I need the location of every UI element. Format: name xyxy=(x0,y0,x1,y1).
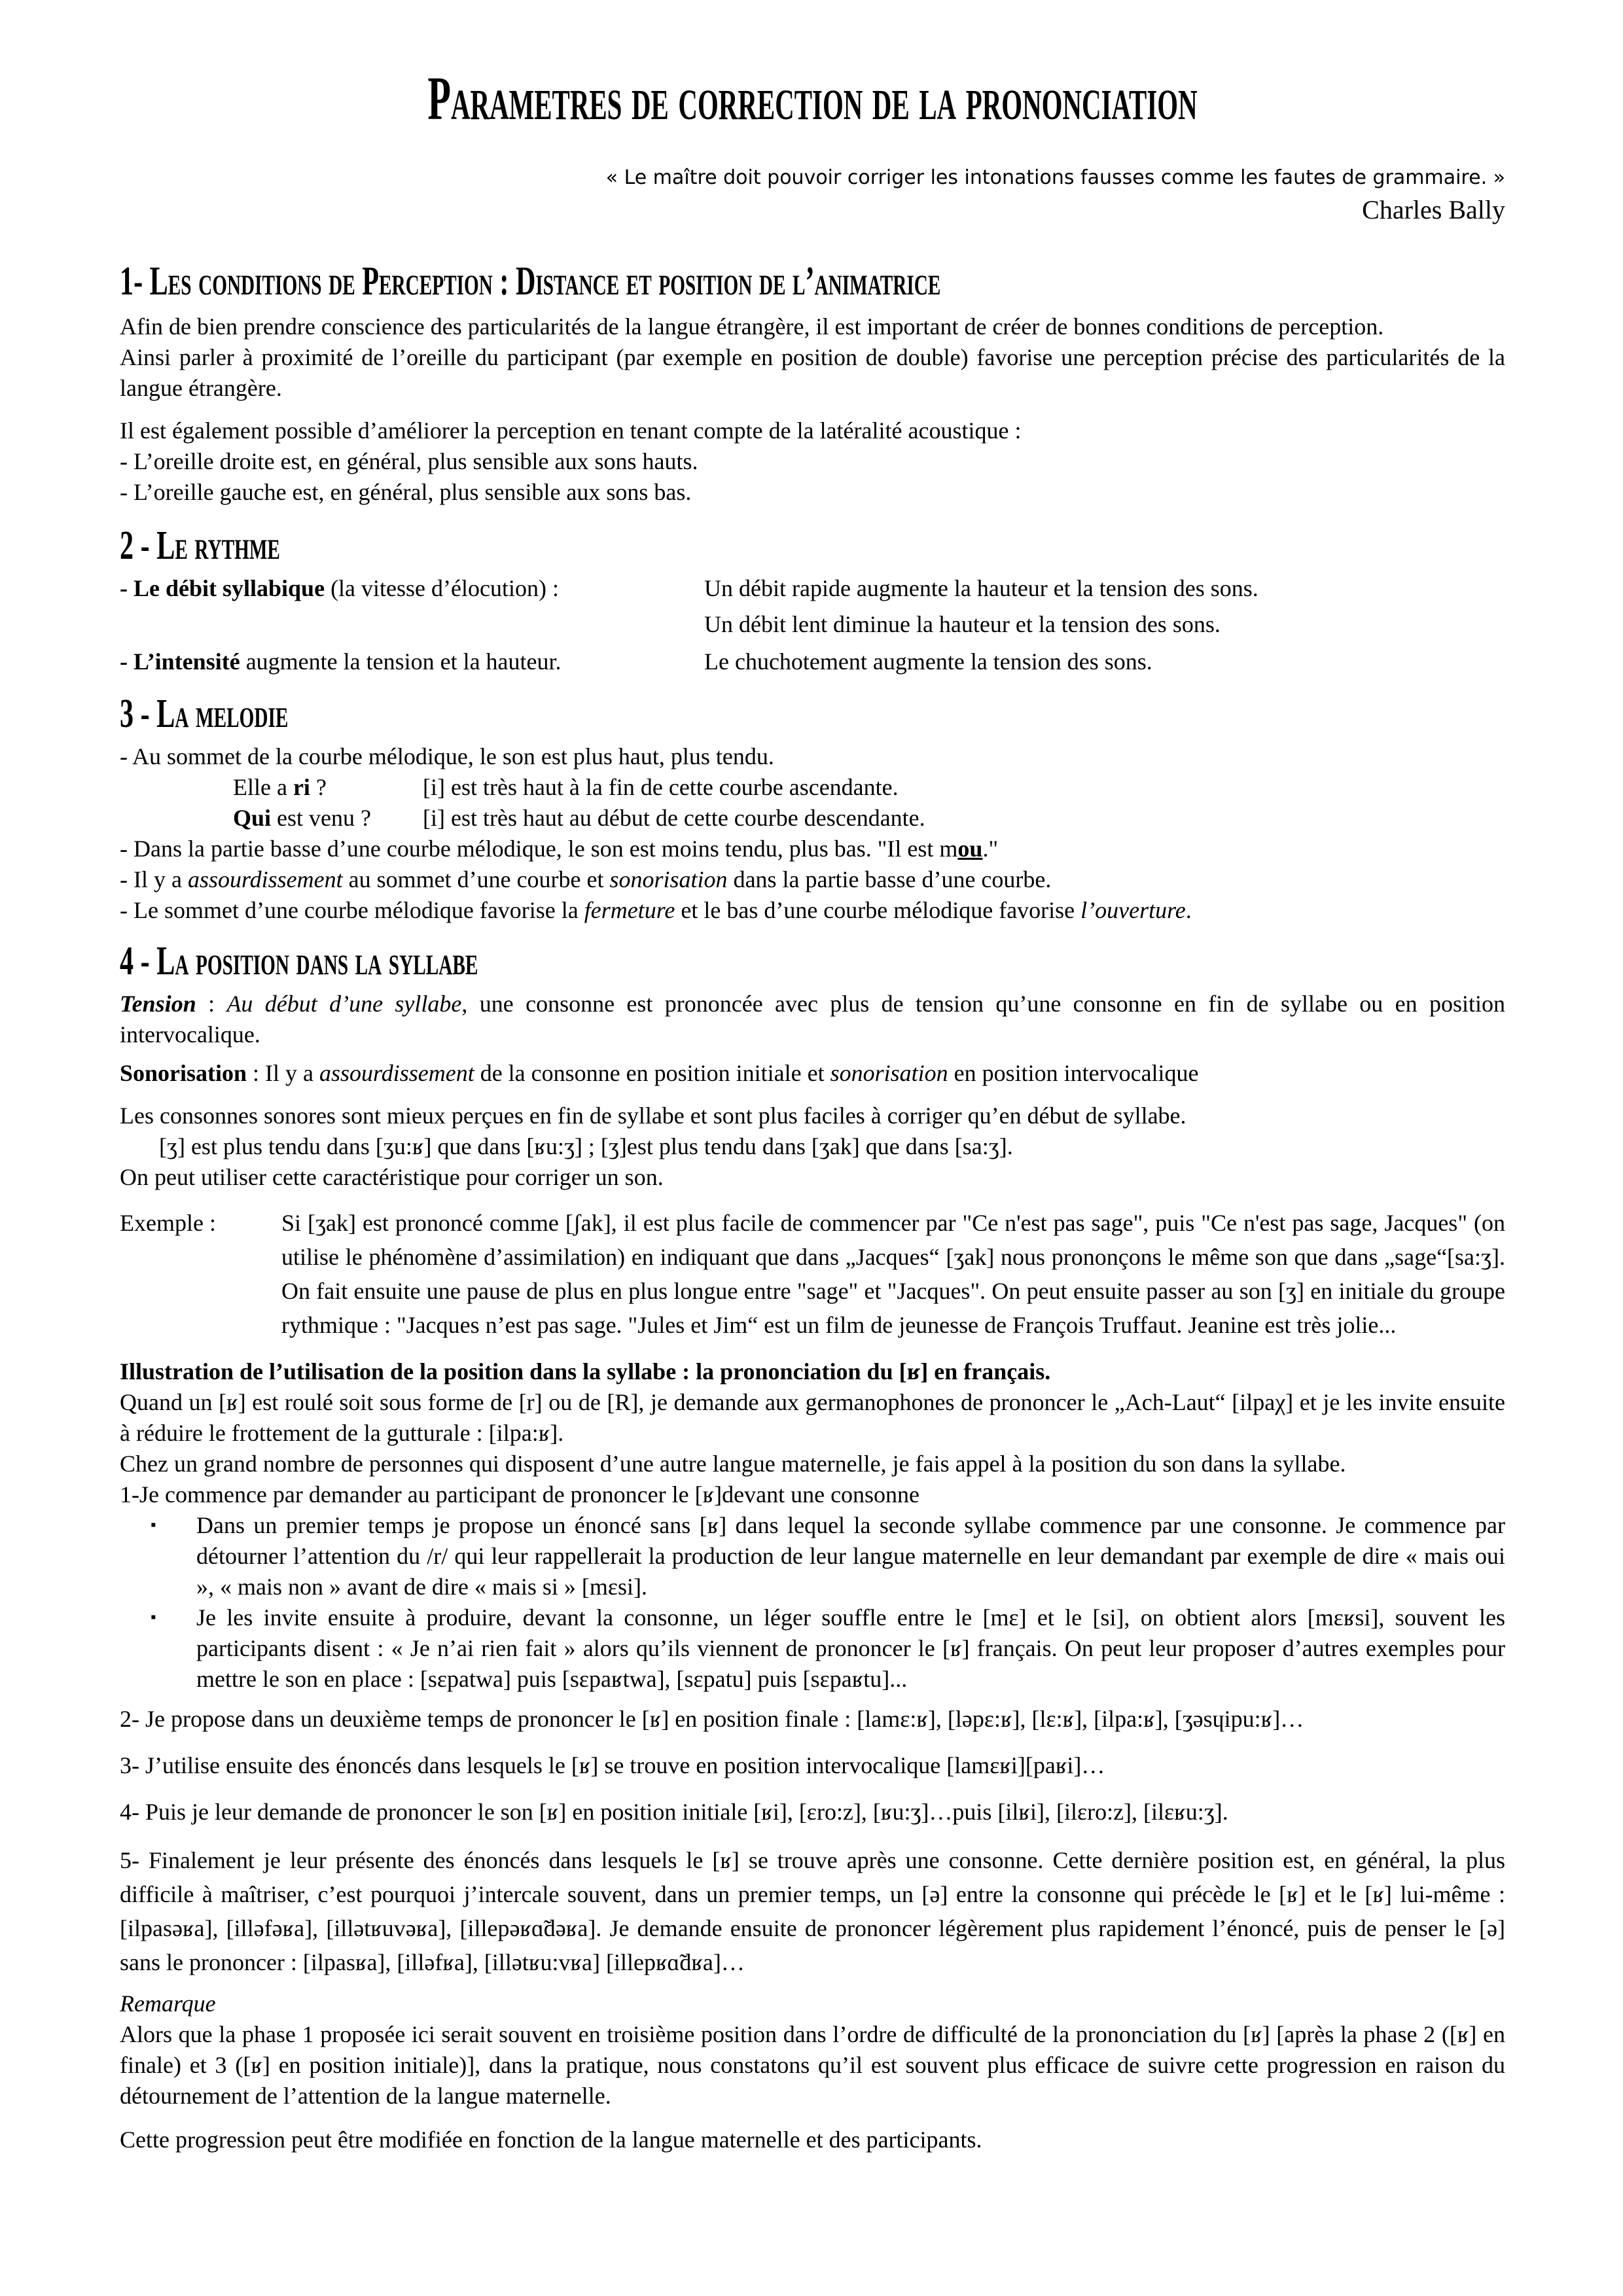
section-1-paragraph-3: Il est également possible d’améliorer la perception en tenant compte de la latéralité acoustique : xyxy=(120,417,1022,444)
bullet-item-1 xyxy=(120,1510,1505,1602)
rhythm-row-2-right: Un débit lent diminue la hauteur et la tension des sons. xyxy=(704,611,1221,637)
epigraph-quote: « Le maître doit pouvoir corriger les intonations fausses comme les fautes de grammaire. » xyxy=(605,166,1505,189)
text-run: : xyxy=(196,991,227,1017)
bold-run: - Le débit syllabique xyxy=(120,575,325,601)
square-bullet-icon: ▪ xyxy=(151,1517,156,1534)
exemple-label: Exemple : xyxy=(120,1210,216,1236)
rhythm-row-3-left xyxy=(120,646,704,677)
bullet-item-2 xyxy=(120,1602,1505,1695)
text-run: et le bas d’une courbe mélodique favorise xyxy=(675,897,1081,923)
melody-example-1-text: [i] est très haut à la fin de cette courbe ascendante. xyxy=(423,774,899,800)
illustration-paragraph-2: Chez un grand nombre de personnes qui disposent d’une autre langue maternelle, je fais appel à la position du son dans la syllabe. xyxy=(120,1451,1346,1477)
rhythm-row-2-left xyxy=(120,609,704,640)
section-4-phonetic-line: [ʒ] est plus tendu dans [ʒu:ʁ] que dans [ʁu:ʒ] ; [ʒ]est plus tendu dans [ʒak] que dans [sa:ʒ]. xyxy=(159,1133,1013,1159)
illustration-heading: Illustration de l’utilisation de la position dans la syllabe : la prononciation du [ʁ] en français. xyxy=(120,1358,1051,1385)
section-1-list-item-2: - L’oreille gauche est, en général, plus sensible aux sons bas. xyxy=(120,479,692,505)
closing-paragraph: Cette progression peut être modifiée en fonction de la langue maternelle et des participants. xyxy=(120,2127,982,2153)
exemple-block xyxy=(120,1206,1505,1342)
melody-example-2-text: [i] est très haut au début de cette courbe descendante. xyxy=(423,805,925,831)
rhythm-row-3-right: Le chuchotement augmente la tension des sons. xyxy=(704,648,1152,675)
rhythm-row-1-right: Un débit rapide augmente la hauteur et la tension des sons. xyxy=(704,575,1258,601)
section-3-paragraph-1: - Au sommet de la courbe mélodique, le son est plus haut, plus tendu. xyxy=(120,743,774,769)
remarque-label: Remarque xyxy=(120,1990,216,2017)
illustration-paragraph-1: Quand un [ʁ] est roulé soit sous forme de [r] ou de [R], je demande aux germanophones de prononcer le „Ach-Laut“ [ilpaχ] et je les invite ensuite à réduire le frottement de la gutturale : [ilpa:ʁ]. xyxy=(120,1389,1505,1446)
text-run: ." xyxy=(982,836,999,862)
text-run: au sommet d’une courbe et xyxy=(342,866,610,892)
remarque-paragraph: Alors que la phase 1 proposée ici serait souvent en troisième position dans l’ordre de difficulté de la prononciation du [ʁ] [après la phase 2 ([ʁ] en finale) et 3 ([ʁ] en position initiale)], dans la pratique, nous constatons qu’il est souvent plus efficace de suivre cette progression en raison du détournement de l’attention de la langue maternelle. xyxy=(120,2021,1505,2109)
bold-run: Qui xyxy=(233,805,272,831)
italic-run: assourdissement xyxy=(187,866,343,892)
bold-run: Sonorisation xyxy=(120,1060,247,1086)
text-run: est venu ? xyxy=(271,805,371,831)
section-4-paragraph-3: Les consonnes sonores sont mieux perçues en fin de syllabe et sont plus faciles à corriger qu’en début de syllabe. xyxy=(120,1103,1186,1129)
page-title: Parametres de correction de la prononciation xyxy=(427,65,1198,133)
illustration-step-4: 4- Puis je leur demande de prononcer le son [ʁ] en position initiale [ʁi], [ɛro:z], [ʁu:ʒ]…puis [ilʁi], [ilɛro:z], [ilɛʁu:ʒ]. xyxy=(120,1799,1228,1825)
section-3-paragraph-4 xyxy=(120,895,1505,926)
text-run: dans la partie basse d’une courbe. xyxy=(727,866,1052,892)
text-run: - Le sommet d’une courbe mélodique favorise la xyxy=(120,897,584,923)
rhythm-row-1 xyxy=(120,573,1505,604)
italic-run: sonorisation xyxy=(609,866,728,892)
text-run: - Dans la partie basse d’une courbe mélodique, le son est moins tendu, plus bas. "Il est m xyxy=(120,836,958,862)
melody-example-2-label xyxy=(233,803,423,834)
underlined-run: ou xyxy=(957,836,983,862)
illustration-step-1: 1-Je commence par demander au participant de prononcer le [ʁ]devant une consonne xyxy=(120,1481,920,1508)
section-3-paragraph-2 xyxy=(120,834,1505,864)
italic-run: Au début d’une syllabe xyxy=(226,991,462,1017)
illustration-step-5: 5- Finalement je leur présente des énoncés dans lesquels le [ʁ] se trouve après une consonne. Cette dernière position est, en général, la plus difficile à maîtriser, c’est pourquoi j’intercale souvent, dans un premier temps, un [ə] entre la consonne qui précède le [ʁ] et le [ʁ] lui-même : [ilpasəʁa], [illəfəʁa], [illətʁuvəʁa], [illepəʁɑ̃dəʁa]. Je demande ensuite de prononcer légèrement plus rapidement l’énoncé, puis de penser le [ə] sans le prononcer : [ilpasʁa], [illəfʁa], [illətʁu:vʁa] [illepʁɑ̃dʁa]… xyxy=(120,1847,1505,1975)
section-1-paragraph-2: Ainsi parler à proximité de l’oreille du participant (par exemple en position de double) favorise une perception précise des particularités de la langue étrangère. xyxy=(120,344,1505,401)
illustration-step-3: 3- J’utilise ensuite des énoncés dans lesquels le [ʁ] se trouve en position intervocalique [lamɛʁi][paʁi]… xyxy=(120,1752,1105,1778)
text-run: , une consonne est prononcée avec plus de tension qu’une consonne en fin de syllabe ou en position intervocalique. xyxy=(120,991,1505,1048)
illustration-step-2: 2- Je propose dans un deuxième temps de prononcer le [ʁ] en position finale : [lamɛ:ʁ], [ləpɛ:ʁ], [lɛ:ʁ], [ilpa:ʁ], [ʒəsɥipu:ʁ]… xyxy=(120,1706,1304,1732)
section-2-heading: 2 - Le rythme xyxy=(120,523,280,568)
italic-run: l’ouverture xyxy=(1080,897,1186,923)
square-bullet-icon: ▪ xyxy=(151,1609,156,1626)
rhythm-row-1-left xyxy=(120,573,704,604)
italic-run: fermeture xyxy=(584,897,675,923)
bullet-item-2-text: Je les invite ensuite à produire, devant la consonne, un léger souffle entre le [mɛ] et le [si], on obtient alors [mɛʁsi], souvent les participants disent : « Je n’ai rien fait » alors qu’ils viennent de prononcer le [ʁ] français. On peut leur proposer d’autres exemples pour mettre le son en place : [sɛpatwa] puis [sɛpaʁtwa], [sɛpatu] puis [sɛpaʁtu]... xyxy=(196,1604,1505,1692)
section-1-heading: 1- Les conditions de Perception : Distance et position de l’animatrice xyxy=(120,259,941,304)
italic-run: sonorisation xyxy=(830,1060,948,1086)
bold-run: ri xyxy=(293,774,310,800)
bold-run: - L’intensité xyxy=(120,648,240,675)
text-run: : Il y a xyxy=(247,1060,320,1086)
section-3-heading: 3 - La melodie xyxy=(120,692,289,736)
melody-example-1-label xyxy=(233,772,423,803)
text-run: Elle a xyxy=(233,774,293,800)
section-3-paragraph-3 xyxy=(120,864,1505,895)
text-run: - Il y a xyxy=(120,866,188,892)
melody-example-1 xyxy=(120,772,1505,803)
bold-italic-run: Tension xyxy=(120,991,196,1017)
exemple-text: Si [ʒak] est prononcé comme [ʃak], il est plus facile de commencer par "Ce n'est pas sage", puis "Ce n'est pas sage, Jacques" (on utilise le phénomène d’assimilation) en indiquant que dans „Jacques“ [ʒak] nous prononçons le même son que dans „sage“[sa:ʒ]. On fait ensuite une pause de plus en plus longue entre "sage" et "Jacques". On peut ensuite passer au son [ʒ] en initiale du groupe rythmique : "Jacques n’est pas sage. "Jules et Jim“ est un film de jeunesse de François Truffaut. Jeanine est très jolie... xyxy=(281,1210,1505,1338)
section-1-paragraph-1: Afin de bien prendre conscience des particularités de la langue étrangère, il est important de créer de bonnes conditions de perception. xyxy=(120,313,1384,340)
text-run: augmente la tension et la hauteur. xyxy=(240,648,562,675)
tension-paragraph xyxy=(120,989,1505,1050)
quote-attribution: Charles Bally xyxy=(1362,195,1505,224)
text-run: (la vitesse d’élocution) : xyxy=(325,575,559,601)
section-4-heading: 4 - La position dans la syllabe xyxy=(120,939,478,983)
text-run: . xyxy=(1185,897,1192,923)
melody-example-2 xyxy=(120,803,1505,834)
bullet-item-1-text: Dans un premier temps je propose un énoncé sans [ʁ] dans lequel la seconde syllabe commence par une consonne. Je commence par détourner l’attention du /r/ qui leur rappellerait la production de leur langue maternelle en leur demandant par exemple de dire « mais oui », « mais non » avant de dire « mais si » [mɛsi]. xyxy=(196,1512,1505,1600)
section-1-list-item-1: - L’oreille droite est, en général, plus sensible aux sons hauts. xyxy=(120,448,698,474)
rhythm-row-3 xyxy=(120,646,1505,677)
text-run: de la consonne en position initiale et xyxy=(474,1060,830,1086)
sonorisation-paragraph xyxy=(120,1058,1505,1089)
italic-run: assourdissement xyxy=(319,1060,474,1086)
section-4-paragraph-5: On peut utiliser cette caractéristique pour corriger un son. xyxy=(120,1164,664,1190)
rhythm-row-2 xyxy=(120,609,1505,640)
text-run: ? xyxy=(310,774,327,800)
text-run: en position intervocalique xyxy=(948,1060,1199,1086)
